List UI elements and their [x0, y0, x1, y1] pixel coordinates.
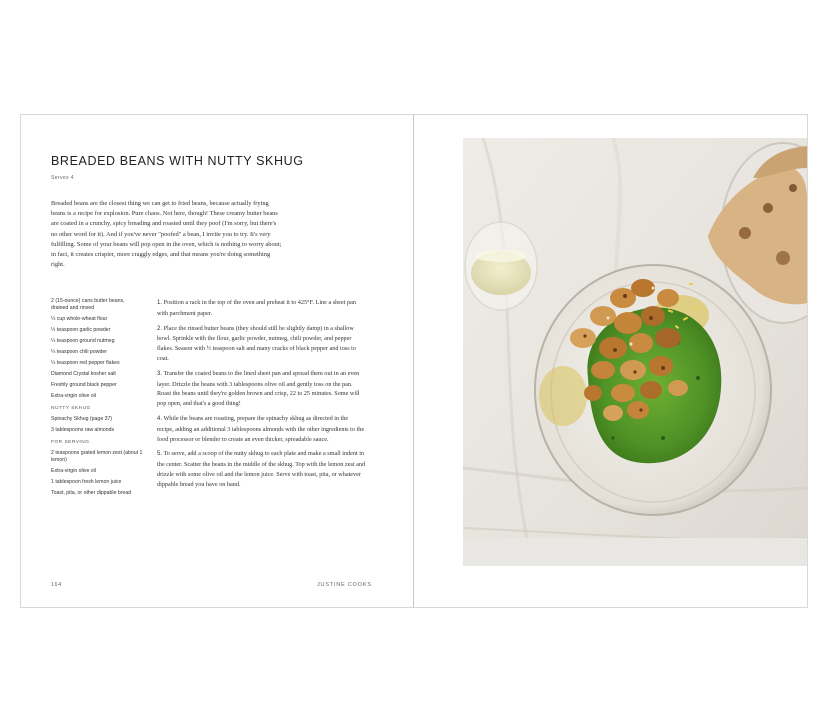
- left-page: [20, 114, 413, 608]
- nutty-skhug-list: [51, 416, 143, 434]
- method-step: [157, 369, 366, 409]
- ingredient-item: Spinachy Skhug (page 37): [51, 416, 113, 422]
- ingredients-list: [51, 298, 143, 400]
- ingredient-item: ¼ teaspoon ground nutmeg: [51, 338, 115, 344]
- for-serving-list: [51, 450, 143, 497]
- step-number: 5.: [157, 451, 163, 458]
- ingredient-item: Toast, pita, or other dippable bread: [51, 490, 132, 496]
- method-step: [157, 414, 366, 444]
- running-footer: JUSTINE COOKS: [317, 582, 372, 588]
- food-photo: [463, 138, 807, 566]
- for-serving-heading: FOR SERVING: [51, 440, 90, 445]
- ingredient-item: 2 teaspoons grated lemon zest (about 1 lemon): [51, 450, 143, 463]
- table-surface: [463, 538, 807, 566]
- ingredient-item: Extra-virgin olive oil: [51, 393, 96, 399]
- step-text: Transfer the coated beans to the lined sheet pan and spread them out in an even layer. Drizzle the beans with 3 tablespoons olive oil and gently toss on the pan. Roast the beans until they're golden brown and crisp, 22 to 25 minutes. Some will pop open, and that's a good thing!: [157, 369, 360, 408]
- recipe-title: BREADED BEANS WITH NUTTY SKHUG: [51, 154, 304, 168]
- step-number: 3.: [157, 370, 163, 377]
- step-text: While the beans are roasting, prepare the spinachy skhug as directed in the recipe, adding an additional 3 tablespoons almonds with the other ingredients to the food processor or blender to create an even thicker, spreadable sauce.: [157, 414, 365, 443]
- olive-oil-drizzle: [539, 366, 587, 426]
- ingredient-item: 1 tablespoon fresh lemon juice: [51, 479, 122, 485]
- step-number: 4.: [157, 415, 163, 422]
- method-step: [157, 298, 366, 319]
- ingredient-item: ¼ teaspoon red pepper flakes: [51, 360, 120, 366]
- nutty-skhug-heading: NUTTY SKHUG: [51, 406, 91, 411]
- ingredient-item: Diamond Crystal kosher salt: [51, 371, 116, 377]
- method-step: [157, 324, 366, 364]
- ingredient-item: Freshly ground black pepper: [51, 382, 117, 388]
- method-step: [157, 449, 366, 489]
- method-steps: [157, 298, 366, 495]
- food-photo-illustration: [463, 138, 807, 566]
- serves-label: Serves 4: [51, 175, 74, 181]
- book-spread: [20, 114, 808, 608]
- ingredient-item: ¼ teaspoon chili powder: [51, 349, 107, 355]
- ingredient-item: 3 tablespoons raw almonds: [51, 427, 115, 433]
- step-number: 1.: [157, 300, 163, 306]
- recipe-intro: Breaded beans are the closest thing we can get to fried beans, because actually frying beans is a recipe for explosion. Pure chaos. Not here, though! These creamy butter beans are coated in a crunchy, spicy breading and roasted until they poof (I'm sorry, but there's no other word for it). And if you've never "poofed" a bean, I invite you to try. It's very fulfilling. Some of your beans will pop open in the oven, which is nothing to worry about; in fact, it creates crispier, more craggly edges, and that means you're doing something right.: [51, 200, 282, 269]
- ingredient-item: 2 (15-ounce) cans butter beans, drained and rinsed: [51, 298, 125, 311]
- right-page: [413, 114, 808, 608]
- step-text: Place the rinsed butter beans (they should still be slightly damp) in a shallow bowl. Sprinkle with the flour, garlic powder, nutmeg, chili powder, and pepper flakes. Season with ½ teaspoon salt and many cracks of black pepper and toss to coat.: [157, 324, 356, 362]
- ingredient-item: ½ teaspoon garlic powder: [51, 327, 111, 333]
- step-number: 2.: [157, 325, 163, 332]
- step-text: Position a rack in the top of the oven and preheat it to 425°F. Line a sheet pan with parchment paper.: [157, 299, 356, 317]
- ingredients-column: [51, 298, 143, 501]
- step-text: To serve, add a scoop of the nutty skhug to each plate and make a small indent in the center. Scatter the beans in the middle of the skhug. Top with the lemon zest and drizzle with some olive oil and the lemon juice. Serve with toast, pita, or whatever dippable bread you have on hand.: [157, 450, 366, 488]
- ingredient-item: Extra-virgin olive oil: [51, 468, 96, 474]
- page-number: 164: [51, 582, 62, 588]
- ingredient-item: ¼ cup whole-wheat flour: [51, 316, 108, 322]
